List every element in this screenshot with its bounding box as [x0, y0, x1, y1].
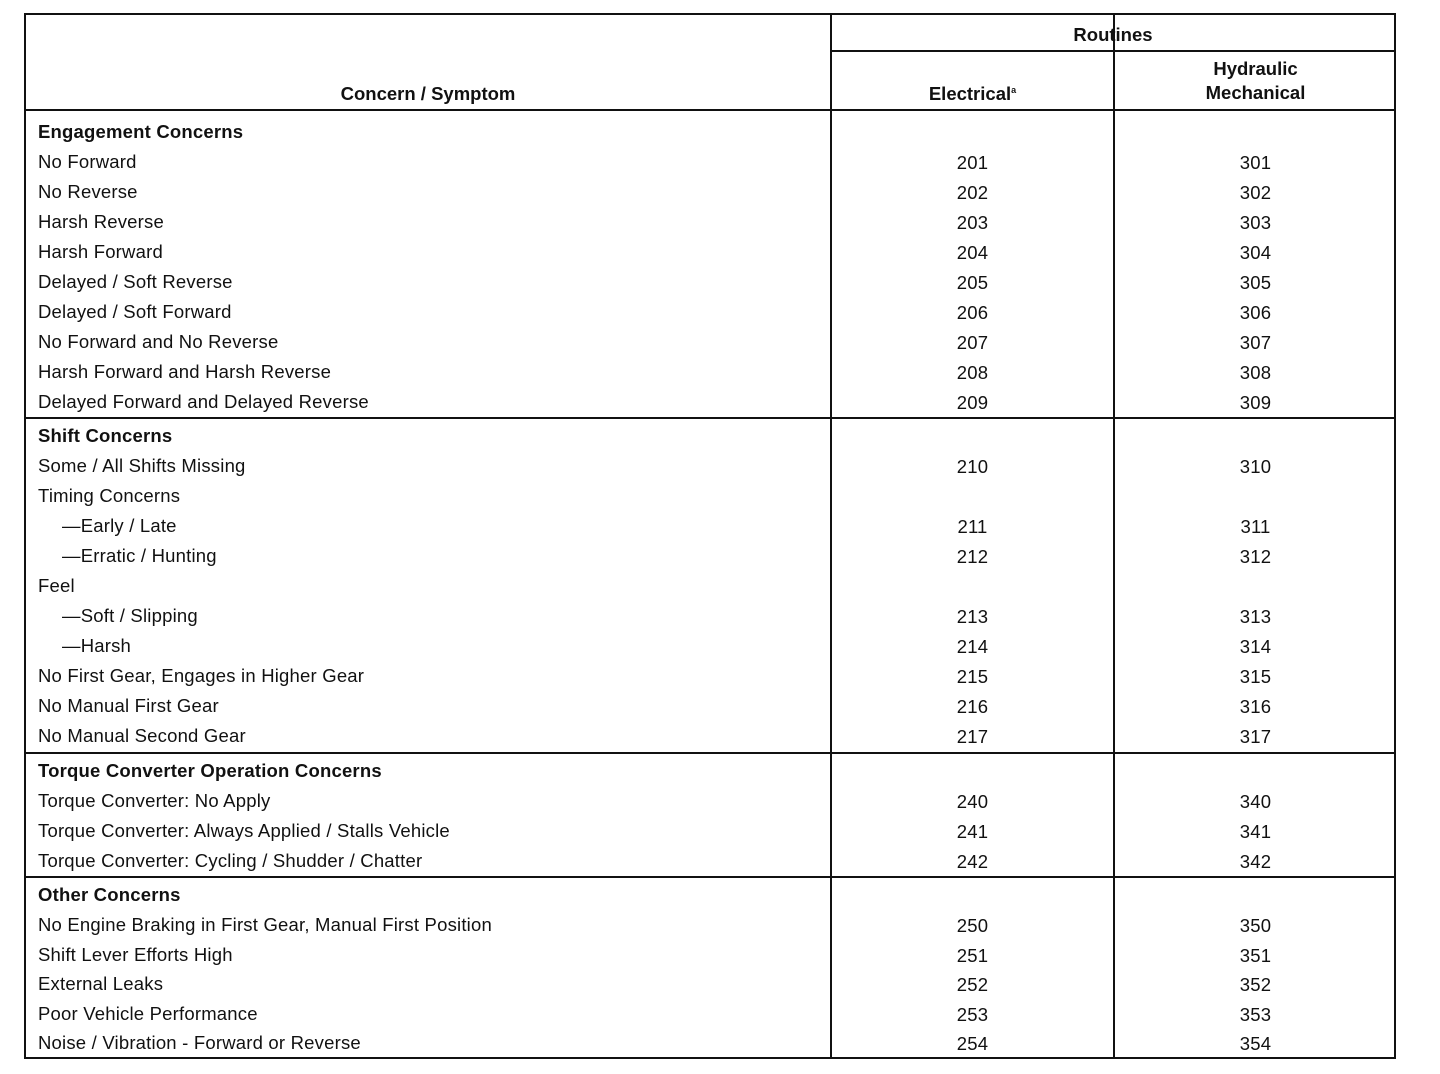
hydraulic-routine-code: 353	[1239, 1003, 1272, 1025]
routines-table	[24, 13, 1396, 1059]
mechanical-label: Mechanical	[1205, 82, 1306, 103]
electrical-routine-code: 240	[956, 791, 989, 812]
hydraulic-routine-code: 352	[1239, 974, 1272, 995]
hydraulic-routine-code: 313	[1239, 606, 1272, 627]
concern-label: No Manual First Gear	[38, 695, 219, 716]
concern-label: Torque Converter: No Apply	[38, 790, 271, 811]
hydraulic-routine-code: 301	[1239, 152, 1272, 173]
hydraulic-routine-code: 302	[1239, 182, 1272, 203]
electrical-routine-code: 206	[956, 302, 989, 323]
concern-label: Torque Converter: Always Applied / Stalls Vehicle	[38, 820, 450, 841]
section-divider	[26, 417, 1396, 419]
concern-label: No Manual Second Gear	[38, 725, 246, 746]
electrical-routine-code: 202	[956, 182, 989, 203]
hydraulic-routine-code: 340	[1239, 791, 1272, 812]
hydraulic-routine-code: 314	[1239, 636, 1272, 657]
hydraulic-routine-code: 341	[1239, 821, 1272, 842]
concern-label: Harsh Forward and Harsh Reverse	[38, 361, 332, 382]
electrical-routine-code: 212	[956, 546, 989, 567]
hydraulic-routine-code: 350	[1239, 915, 1272, 936]
hydraulic-routine-code: 316	[1239, 696, 1272, 717]
section-title: Engagement Concerns	[38, 121, 244, 142]
electrical-routine-code: 213	[956, 606, 989, 627]
hydraulic-routine-code: 354	[1239, 1033, 1272, 1054]
hydraulic-routine-code: 311	[1240, 516, 1271, 537]
routines-header-divider	[830, 50, 1396, 52]
concern-label: No Reverse	[38, 181, 138, 202]
hydraulic-routine-code: 351	[1239, 944, 1272, 966]
electrical-routine-code: 254	[956, 1033, 989, 1054]
electrical-routine-code: 203	[956, 212, 989, 233]
footnote-marker: a	[1011, 84, 1017, 95]
concern-label: No First Gear, Engages in Higher Gear	[38, 665, 365, 686]
concern-label: —Harsh	[62, 635, 132, 656]
concern-label: Poor Vehicle Performance	[38, 1002, 258, 1024]
electrical-routine-code: 251	[956, 944, 989, 966]
header-bottom-rule	[26, 109, 1396, 111]
section-title: Shift Concerns	[38, 425, 173, 446]
routines-header: Routines	[1073, 24, 1153, 45]
hydraulic-routine-code: 310	[1239, 456, 1272, 477]
electrical-routine-code: 205	[956, 272, 989, 293]
electrical-routine-code: 253	[956, 1003, 989, 1025]
electrical-routine-code: 215	[956, 666, 989, 687]
section-title: Torque Converter Operation Concerns	[38, 760, 382, 781]
electrical-routine-code: 242	[956, 851, 989, 872]
hydraulic-label: Hydraulic	[1213, 58, 1298, 79]
hydraulic-routine-code: 305	[1239, 272, 1272, 293]
concern-label: No Forward and No Reverse	[38, 331, 279, 352]
concern-label: —Early / Late	[62, 515, 177, 536]
concern-label: Shift Lever Efforts High	[38, 943, 233, 965]
electrical-routine-code: 250	[956, 915, 989, 936]
concern-label: Feel	[38, 575, 75, 596]
electrical-routine-code: 216	[956, 696, 989, 717]
hydraulic-routine-code: 309	[1239, 392, 1272, 413]
electrical-routine-code: 208	[956, 362, 989, 383]
hydraulic-routine-code: 315	[1239, 666, 1272, 687]
section-title: Other Concerns	[38, 884, 181, 905]
concern-label: No Engine Braking in First Gear, Manual First Position	[38, 914, 492, 935]
hydraulic-routine-code: 317	[1239, 726, 1272, 747]
concern-label: Delayed / Soft Forward	[38, 301, 232, 322]
electrical-routine-code: 209	[956, 392, 989, 413]
electrical-routine-code: 211	[957, 516, 988, 537]
hydraulic-routine-code: 303	[1239, 212, 1272, 233]
concern-label: Timing Concerns	[38, 485, 181, 506]
concern-label: Harsh Forward	[38, 241, 163, 262]
concern-label: —Erratic / Hunting	[62, 545, 217, 566]
concern-label: Harsh Reverse	[38, 211, 164, 232]
concern-label: Delayed Forward and Delayed Reverse	[38, 391, 369, 412]
electrical-routine-code: 217	[956, 726, 989, 747]
electrical-routine-code: 252	[956, 974, 989, 995]
section-divider	[26, 876, 1396, 878]
hydraulic-routine-code: 308	[1239, 362, 1272, 383]
hydraulic-routine-code: 312	[1239, 546, 1272, 567]
electrical-routine-code: 241	[956, 821, 989, 842]
electrical-routine-code: 207	[956, 332, 989, 353]
hydraulic-routine-code: 342	[1239, 851, 1272, 872]
concern-label: Delayed / Soft Reverse	[38, 271, 233, 292]
concern-label: Torque Converter: Cycling / Shudder / Chatter	[38, 850, 423, 871]
electrical-routine-code: 210	[956, 456, 989, 477]
hydraulic-routine-code: 306	[1239, 302, 1272, 323]
electrical-header: Electrical$^a$	[928, 83, 1017, 104]
electrical-routine-code: 214	[956, 636, 989, 657]
concern-label: External Leaks	[38, 973, 164, 994]
electrical-routine-code: 204	[956, 242, 989, 263]
concern-label: Some / All Shifts Missing	[38, 455, 246, 476]
section-divider	[26, 752, 1396, 754]
concern-label: No Forward	[38, 151, 137, 172]
hydraulic-routine-code: 304	[1239, 242, 1272, 263]
concern-label: Noise / Vibration - Forward or Reverse	[38, 1032, 361, 1053]
hydraulic-mechanical-header	[1115, 57, 1396, 105]
concern-symptom-header: Concern / Symptom	[340, 83, 516, 104]
electrical-routine-code: 201	[956, 152, 989, 173]
hydraulic-routine-code: 307	[1239, 332, 1272, 353]
concern-label: —Soft / Slipping	[62, 605, 198, 626]
